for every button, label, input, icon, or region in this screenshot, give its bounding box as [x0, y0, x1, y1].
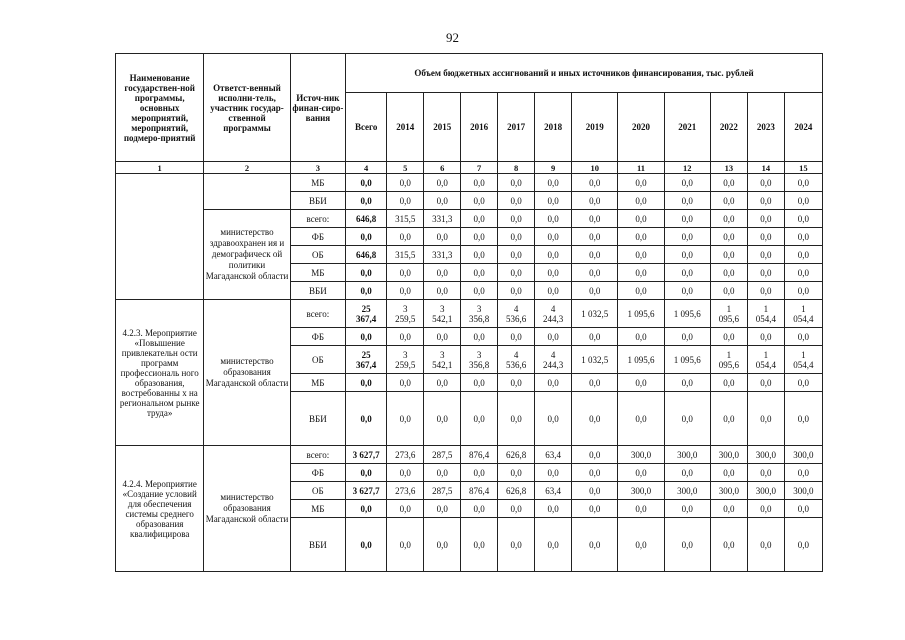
total-value: 646,8	[346, 246, 387, 264]
funding-source: МБ	[290, 174, 345, 192]
column-index: 12	[664, 162, 710, 174]
year-value: 0,0	[618, 192, 664, 210]
year-value: 1 095,6	[664, 300, 710, 328]
year-value: 1 054,4	[747, 300, 784, 328]
total-value: 25 367,4	[346, 346, 387, 374]
year-value: 0,0	[461, 500, 498, 518]
funding-source: МБ	[290, 500, 345, 518]
year-value: 0,0	[747, 464, 784, 482]
column-index: 6	[424, 162, 461, 174]
header-year-2017: 2017	[498, 93, 535, 162]
year-value: 0,0	[710, 328, 747, 346]
year-value: 0,0	[572, 328, 618, 346]
year-value: 300,0	[618, 482, 664, 500]
year-value: 0,0	[747, 174, 784, 192]
year-value: 315,5	[387, 246, 424, 264]
year-value: 0,0	[498, 500, 535, 518]
year-value: 0,0	[461, 464, 498, 482]
year-value: 0,0	[747, 264, 784, 282]
page-number: 92	[446, 30, 459, 45]
total-value: 0,0	[346, 328, 387, 346]
year-value: 0,0	[572, 518, 618, 572]
year-value: 0,0	[535, 464, 572, 482]
year-value: 0,0	[535, 210, 572, 228]
year-value: 287,5	[424, 446, 461, 464]
year-value: 0,0	[572, 192, 618, 210]
year-value: 1 095,6	[618, 300, 664, 328]
year-value: 0,0	[498, 518, 535, 572]
year-value: 0,0	[664, 282, 710, 300]
year-value: 0,0	[747, 518, 784, 572]
year-value: 0,0	[498, 174, 535, 192]
year-value: 0,0	[618, 228, 664, 246]
total-value: 0,0	[346, 518, 387, 572]
total-value: 0,0	[346, 464, 387, 482]
header-program-name: Наименование государствен-ной программы, основных мероприятий, мероприятий, подмеро-приятий	[116, 54, 204, 162]
year-value: 0,0	[784, 246, 822, 264]
year-value: 0,0	[461, 328, 498, 346]
year-value: 0,0	[498, 282, 535, 300]
total-value: 25 367,4	[346, 300, 387, 328]
year-value: 4 244,3	[535, 346, 572, 374]
year-value: 63,4	[535, 446, 572, 464]
year-value: 0,0	[747, 328, 784, 346]
column-index-row	[116, 162, 823, 174]
table-row	[116, 446, 823, 464]
year-value: 0,0	[572, 446, 618, 464]
year-value: 626,8	[498, 482, 535, 500]
year-value: 273,6	[387, 446, 424, 464]
year-value: 1 095,6	[664, 346, 710, 374]
column-index: 8	[498, 162, 535, 174]
year-value: 0,0	[784, 210, 822, 228]
column-index: 13	[710, 162, 747, 174]
year-value: 0,0	[572, 282, 618, 300]
year-value: 0,0	[664, 500, 710, 518]
total-value: 0,0	[346, 228, 387, 246]
header-budget-volume: Объем бюджетных ассигнований и иных источников финансирования, тыс. рублей	[346, 54, 823, 93]
column-index: 7	[461, 162, 498, 174]
year-value: 0,0	[664, 264, 710, 282]
year-value: 0,0	[710, 246, 747, 264]
year-value: 0,0	[572, 210, 618, 228]
year-value: 0,0	[535, 518, 572, 572]
responsible-cell: министерство здравоохранен ия и демографическ ой политики Магаданской области	[204, 210, 290, 300]
year-value: 0,0	[424, 518, 461, 572]
year-value: 0,0	[387, 464, 424, 482]
header-year-2022: 2022	[710, 93, 747, 162]
year-value: 331,3	[424, 246, 461, 264]
year-value: 0,0	[710, 374, 747, 392]
year-value: 0,0	[618, 210, 664, 228]
funding-source: ФБ	[290, 328, 345, 346]
year-value: 0,0	[424, 374, 461, 392]
year-value: 0,0	[747, 392, 784, 446]
header-year-2020: 2020	[618, 93, 664, 162]
year-value: 0,0	[664, 518, 710, 572]
year-value: 331,3	[424, 210, 461, 228]
year-value: 0,0	[535, 374, 572, 392]
year-value: 0,0	[387, 374, 424, 392]
year-value: 1 032,5	[572, 346, 618, 374]
year-value: 0,0	[710, 192, 747, 210]
year-value: 300,0	[664, 482, 710, 500]
year-value: 0,0	[784, 500, 822, 518]
year-value: 0,0	[387, 174, 424, 192]
year-value: 300,0	[747, 446, 784, 464]
year-value: 0,0	[747, 210, 784, 228]
year-value: 0,0	[498, 246, 535, 264]
year-value: 0,0	[424, 264, 461, 282]
year-value: 0,0	[498, 264, 535, 282]
year-value: 0,0	[784, 192, 822, 210]
year-value: 0,0	[461, 192, 498, 210]
year-value: 3 542,1	[424, 346, 461, 374]
column-index: 11	[618, 162, 664, 174]
responsible-cell	[204, 174, 290, 210]
year-value: 0,0	[535, 392, 572, 446]
year-value: 0,0	[572, 464, 618, 482]
year-value: 1 095,6	[710, 346, 747, 374]
year-value: 0,0	[784, 228, 822, 246]
year-value: 0,0	[572, 500, 618, 518]
year-value: 300,0	[747, 482, 784, 500]
year-value: 876,4	[461, 482, 498, 500]
year-value: 1 095,6	[618, 346, 664, 374]
year-value: 876,4	[461, 446, 498, 464]
total-value: 3 627,7	[346, 446, 387, 464]
year-value: 0,0	[387, 282, 424, 300]
year-value: 0,0	[664, 210, 710, 228]
funding-source: ВБИ	[290, 392, 345, 446]
year-value: 0,0	[618, 264, 664, 282]
year-value: 0,0	[747, 246, 784, 264]
year-value: 300,0	[710, 482, 747, 500]
year-value: 0,0	[618, 392, 664, 446]
header-year-2016: 2016	[461, 93, 498, 162]
year-value: 626,8	[498, 446, 535, 464]
year-value: 0,0	[784, 264, 822, 282]
funding-source: ФБ	[290, 228, 345, 246]
year-value: 0,0	[784, 328, 822, 346]
year-value: 0,0	[710, 264, 747, 282]
year-value: 0,0	[710, 518, 747, 572]
header-funding-source: Источ-ник финан-сиро-вания	[290, 54, 345, 162]
year-value: 0,0	[387, 518, 424, 572]
column-index: 14	[747, 162, 784, 174]
budget-table	[115, 53, 823, 572]
year-value: 0,0	[572, 228, 618, 246]
year-value: 0,0	[784, 374, 822, 392]
header-year-2021: 2021	[664, 93, 710, 162]
year-value: 0,0	[572, 482, 618, 500]
year-value: 0,0	[618, 518, 664, 572]
year-value: 0,0	[535, 500, 572, 518]
year-value: 0,0	[387, 392, 424, 446]
year-value: 0,0	[461, 518, 498, 572]
year-value: 0,0	[618, 246, 664, 264]
year-value: 0,0	[387, 500, 424, 518]
funding-source: всего:	[290, 300, 345, 328]
year-value: 0,0	[461, 392, 498, 446]
year-value: 0,0	[498, 228, 535, 246]
year-value: 0,0	[664, 174, 710, 192]
year-value: 0,0	[535, 192, 572, 210]
year-value: 0,0	[535, 174, 572, 192]
year-value: 0,0	[461, 246, 498, 264]
responsible-cell: министерство образования Магаданской области	[204, 446, 290, 572]
funding-source: МБ	[290, 374, 345, 392]
header-year-2014: 2014	[387, 93, 424, 162]
year-value: 1 054,4	[747, 346, 784, 374]
funding-source: ОБ	[290, 246, 345, 264]
year-value: 315,5	[387, 210, 424, 228]
year-value: 0,0	[572, 374, 618, 392]
year-value: 0,0	[618, 282, 664, 300]
column-index: 5	[387, 162, 424, 174]
year-value: 0,0	[618, 500, 664, 518]
year-value: 0,0	[747, 192, 784, 210]
year-value: 3 542,1	[424, 300, 461, 328]
year-value: 0,0	[424, 328, 461, 346]
year-value: 3 259,5	[387, 300, 424, 328]
total-value: 0,0	[346, 174, 387, 192]
year-value: 0,0	[664, 228, 710, 246]
year-value: 3 356,8	[461, 346, 498, 374]
total-value: 0,0	[346, 282, 387, 300]
year-value: 300,0	[784, 446, 822, 464]
column-index: 3	[290, 162, 345, 174]
year-value: 4 244,3	[535, 300, 572, 328]
funding-source: ОБ	[290, 482, 345, 500]
year-value: 273,6	[387, 482, 424, 500]
year-value: 0,0	[424, 174, 461, 192]
header-year-2019: 2019	[572, 93, 618, 162]
column-index: 1	[116, 162, 204, 174]
column-index: 9	[535, 162, 572, 174]
column-index: 2	[204, 162, 290, 174]
header-year-2024: 2024	[784, 93, 822, 162]
header-responsible: Ответст-венный исполни-тель, участник государ-ственной программы	[204, 54, 290, 162]
year-value: 0,0	[710, 464, 747, 482]
year-value: 0,0	[424, 392, 461, 446]
year-value: 0,0	[572, 392, 618, 446]
year-value: 0,0	[461, 228, 498, 246]
year-value: 4 536,6	[498, 300, 535, 328]
total-value: 3 627,7	[346, 482, 387, 500]
responsible-cell: министерство образования Магаданской области	[204, 300, 290, 446]
header-total: Всего	[346, 93, 387, 162]
funding-source: ВБИ	[290, 282, 345, 300]
year-value: 0,0	[498, 392, 535, 446]
year-value: 0,0	[424, 464, 461, 482]
year-value: 0,0	[535, 328, 572, 346]
year-value: 0,0	[387, 328, 424, 346]
header-year-2023: 2023	[747, 93, 784, 162]
year-value: 0,0	[747, 500, 784, 518]
year-value: 0,0	[461, 210, 498, 228]
year-value: 300,0	[784, 482, 822, 500]
year-value: 3 356,8	[461, 300, 498, 328]
year-value: 0,0	[664, 464, 710, 482]
year-value: 0,0	[498, 374, 535, 392]
year-value: 63,4	[535, 482, 572, 500]
year-value: 0,0	[535, 228, 572, 246]
funding-source: ФБ	[290, 464, 345, 482]
year-value: 0,0	[784, 282, 822, 300]
year-value: 0,0	[710, 392, 747, 446]
year-value: 0,0	[572, 264, 618, 282]
year-value: 0,0	[461, 174, 498, 192]
year-value: 0,0	[664, 192, 710, 210]
year-value: 0,0	[461, 264, 498, 282]
year-value: 0,0	[747, 228, 784, 246]
year-value: 0,0	[784, 518, 822, 572]
year-value: 0,0	[618, 464, 664, 482]
year-value: 0,0	[664, 328, 710, 346]
year-value: 0,0	[461, 282, 498, 300]
year-value: 287,5	[424, 482, 461, 500]
funding-source: всего:	[290, 210, 345, 228]
funding-source: ВБИ	[290, 518, 345, 572]
year-value: 0,0	[664, 374, 710, 392]
total-value: 0,0	[346, 192, 387, 210]
year-value: 0,0	[710, 210, 747, 228]
year-value: 300,0	[618, 446, 664, 464]
year-value: 0,0	[618, 374, 664, 392]
header-year-2015: 2015	[424, 93, 461, 162]
year-value: 0,0	[387, 228, 424, 246]
year-value: 0,0	[424, 282, 461, 300]
year-value: 0,0	[498, 328, 535, 346]
year-value: 1 054,4	[784, 300, 822, 328]
year-value: 0,0	[784, 464, 822, 482]
year-value: 0,0	[461, 374, 498, 392]
year-value: 0,0	[664, 392, 710, 446]
year-value: 0,0	[498, 464, 535, 482]
funding-source: всего:	[290, 446, 345, 464]
year-value: 1 032,5	[572, 300, 618, 328]
year-value: 300,0	[664, 446, 710, 464]
year-value: 0,0	[424, 228, 461, 246]
total-value: 0,0	[346, 264, 387, 282]
year-value: 0,0	[618, 174, 664, 192]
year-value: 0,0	[664, 246, 710, 264]
year-value: 0,0	[387, 192, 424, 210]
column-index: 4	[346, 162, 387, 174]
table-row	[116, 300, 823, 328]
year-value: 0,0	[535, 246, 572, 264]
table-row	[116, 174, 823, 192]
total-value: 646,8	[346, 210, 387, 228]
funding-source: МБ	[290, 264, 345, 282]
table-header	[116, 54, 823, 162]
year-value: 3 259,5	[387, 346, 424, 374]
year-value: 1 054,4	[784, 346, 822, 374]
funding-source: ОБ	[290, 346, 345, 374]
year-value: 0,0	[710, 500, 747, 518]
year-value: 0,0	[572, 246, 618, 264]
year-value: 0,0	[424, 192, 461, 210]
year-value: 0,0	[424, 500, 461, 518]
program-name-cell: 4.2.4. Мероприятие «Создание условий для обеспечения системы среднего образования квалифицирова	[116, 446, 204, 572]
year-value: 0,0	[535, 264, 572, 282]
year-value: 0,0	[710, 282, 747, 300]
total-value: 0,0	[346, 392, 387, 446]
year-value: 0,0	[710, 228, 747, 246]
header-year-2018: 2018	[535, 93, 572, 162]
year-value: 0,0	[387, 264, 424, 282]
column-index: 15	[784, 162, 822, 174]
year-value: 4 536,6	[498, 346, 535, 374]
funding-source: ВБИ	[290, 192, 345, 210]
year-value: 1 095,6	[710, 300, 747, 328]
year-value: 0,0	[498, 192, 535, 210]
year-value: 0,0	[535, 282, 572, 300]
total-value: 0,0	[346, 374, 387, 392]
year-value: 0,0	[498, 210, 535, 228]
table-row	[116, 210, 823, 228]
year-value: 0,0	[572, 174, 618, 192]
year-value: 300,0	[710, 446, 747, 464]
year-value: 0,0	[747, 374, 784, 392]
program-name-cell	[116, 174, 204, 300]
program-name-cell: 4.2.3. Мероприятие «Повышение привлекательн ости программ профессиональ ного образования, востребованны х на региональном рынке труда»	[116, 300, 204, 446]
year-value: 0,0	[618, 328, 664, 346]
year-value: 0,0	[784, 392, 822, 446]
year-value: 0,0	[710, 174, 747, 192]
year-value: 0,0	[784, 174, 822, 192]
year-value: 0,0	[747, 282, 784, 300]
column-index: 10	[572, 162, 618, 174]
total-value: 0,0	[346, 500, 387, 518]
